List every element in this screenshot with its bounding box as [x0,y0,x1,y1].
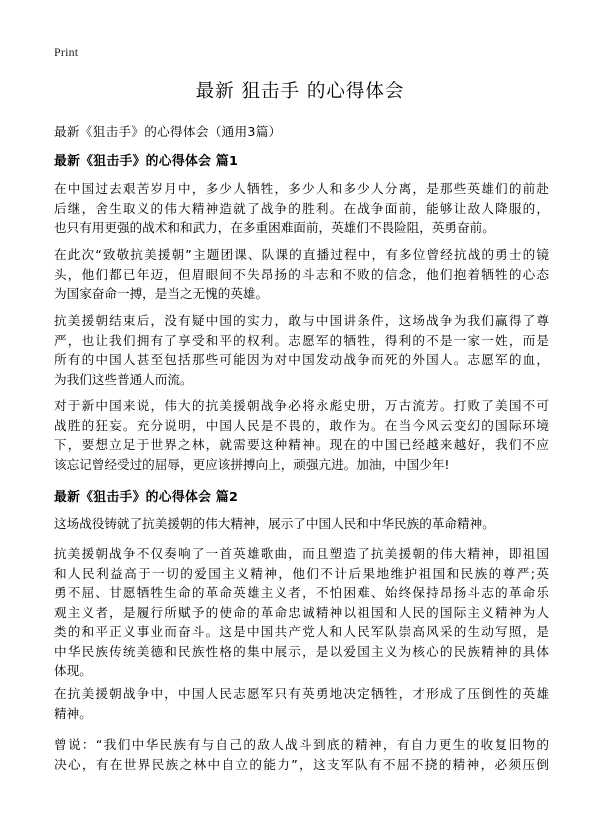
paragraph-line: 为我们这些普通人而流。 [54,371,193,387]
paragraph-line: 体现。 [54,663,92,678]
paragraph-line: 这场战役铸就了抗美援朝的伟大精神，展示了中国人民和中华民族的革命精神。 [54,516,495,531]
paragraph-line: 为国家奋命一搏，是当之无愧的英雄。 [54,286,269,301]
paragraph-line: 后继，舍生取义的伟大精神造就了战争的胜利。在战争面前，能够让敌人降服的， [54,200,549,216]
paragraph-1-2 [54,245,549,304]
document-subtitle: 最新《狙击手》的心得体会（通用3篇） [54,124,282,139]
paragraph-1-4 [54,396,549,474]
paragraph-line: 也只有用更强的战术和和武力，在多重困难面前，英雄们不畏险阻，英勇奋前。 [54,220,495,235]
paragraph-line: 勇不屈、甘愿牺牲生命的革命英雄主义者，不怕困难、始终保持昂扬斗志的革命乐 [54,585,549,600]
paragraph-line: 所有的中国人甚至包括那些可能因为对中国发动战争而死的外国人。志愿军的血， [54,352,549,367]
paragraph-line: 中华民族传统美德和民族性格的集中展示，是以爱国主义为核心的民族精神的具体 [54,643,549,659]
document-title: 最新 狙击手 的心得体会 [195,81,405,102]
paragraph-line: 严，也让我们拥有了享受和平的权利。志愿军的牺牲，得利的不是一家一姓，而是 [54,332,549,348]
paragraph-line: 和人民利益高于一切的爱国主义精神，他们不计后果地维护祖国和民族的尊严;英 [54,565,549,581]
paragraph-line: 观主义者，是履行所赋予的使命的革命忠诚精神以祖国和人民的国际主义精神为人 [54,604,549,620]
paragraph-line: 该忘记曾经受过的屈辱，更应该拼搏向上，顽强亢进。加油，中国少年! [54,456,450,472]
paragraph-line: 抗美援朝结束后，没有疑中国的实力，敢与中国讲条件，这场战争为我们赢得了尊 [54,313,549,328]
paragraph-line: 决心，有在世界民族之林中自立的能力”，这支军队有不屈不挠的精神，必须压倒 [54,756,549,772]
paragraph-2-4 [54,735,549,774]
paragraph-line: 在抗美援朝战争中，中国人民志愿军只有英勇地决定牺牲，才形成了压倒性的英雄 [54,686,549,701]
paragraph-line: 对于新中国来说，伟大的抗美援朝战争必将永彪史册，万古流芳。打败了美国不可 [54,398,549,413]
paragraph-line: 在此次“致敬抗美援朝”主题团课、队课的直播过程中，有多位曾经抗战的勇士的镜 [54,247,549,262]
section-heading-1: 最新《狙击手》的心得体会 篇1 [54,154,239,169]
paragraph-line: 精神。 [54,705,92,721]
paragraph-line: 下，要想立足于世界之林，就需要这种精神。现在的中国已经越来越好，我们不应 [54,437,549,452]
print-link[interactable]: Print [54,45,79,59]
paragraph-1-1 [54,179,549,238]
paragraph-2-2 [54,544,549,681]
paragraph-1-3 [54,311,549,389]
paragraph-line: 抗美援朝战争不仅奏响了一首英雄歌曲，而且塑造了抗美援朝的伟大精神，即祖国 [54,546,549,561]
paragraph-2-1 [54,514,549,534]
paragraph-2-3 [54,684,549,723]
paragraph-line: 头，他们都已年迈，但眉眼间不失昂扬的斗志和不败的信念，他们抱着牺牲的心态 [54,266,549,282]
paragraph-line: 在中国过去艰苦岁月中，多少人牺牲，多少人和多少人分离，是那些英雄们的前赴 [54,181,549,196]
paragraph-line: 战胜的狂妄。充分说明，中国人民是不畏的，敢作为。在当今风云变幻的国际环境 [54,417,549,433]
section-heading-2: 最新《狙击手》的心得体会 篇2 [54,490,239,505]
paragraph-line: 类的和平正义事业而奋斗。这是中国共产党人和人民军队崇高风采的生动写照，是 [54,624,549,639]
paragraph-line: 曾说：“我们中华民族有与自己的敌人战斗到底的精神，有自力更生的收复旧物的 [54,737,549,752]
